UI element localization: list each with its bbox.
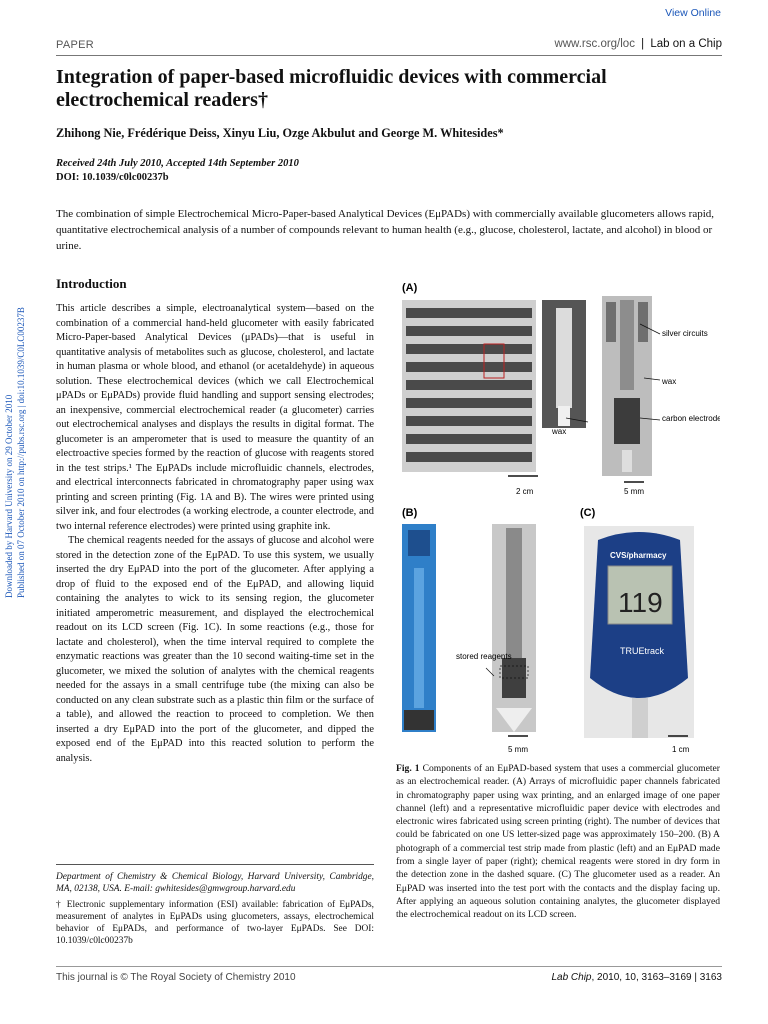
single-channel — [556, 308, 572, 408]
abstract: The combination of simple Electrochemical Micro-Paper-based Analytical Devices (EμPADs) with commercially available glucometers allows rapid, quantitative electrochemical analysis of a number of compounds relevant to human health (e.g., glucose, cholesterol, lactate, and alcohol) in blood or urine. — [56, 208, 715, 252]
article-doi: DOI: 10.1039/c0lc00237b — [56, 172, 169, 183]
silver-circuit-trace — [620, 300, 634, 390]
footer-copyright: This journal is © The Royal Society of Chemistry 2010 — [56, 972, 296, 983]
figure-1-image — [398, 278, 720, 758]
scale-5mm-b: 5 mm — [508, 745, 528, 754]
view-online-link[interactable]: View Online — [665, 7, 721, 19]
page-header — [56, 38, 722, 56]
journal-url[interactable]: www.rsc.org/loc — [554, 38, 635, 50]
introduction-heading: Introduction — [56, 276, 127, 291]
panel-a-label: (A) — [402, 282, 418, 294]
single-channel-tip — [558, 406, 570, 426]
footnotes — [56, 864, 374, 947]
footer-citation-wrap — [551, 972, 722, 983]
paper-channel-rows — [406, 308, 532, 462]
label-wax-a: wax — [552, 427, 567, 436]
intro-paragraph-2: The chemical reagents needed for the assays of glucose and alcohol were stored in the detection zone of the EμPAD. To use this system, we usually inserted the dry EμPAD into the port of the glucometer. After applying a drop of fluid to the exposed end of the EμPAD, and allowing liquid containing the analytes to wick to its sensing region, the glucometer initiated amperometric measurement, and displayed the electrochemical readout on its LCD screen (Fig. 1C). In some reactions (e.g., those for lactate and cholesterol), when the time interval required to complete the enzymatic reactions was greater than the 10 second waiting-time set in the glucometer, we mixed the solution of analytes with the chemical reagents needed for the assays in a small centrifuge tube (the mixing can also be conducted on any clean substrate such as a plastic thin film or the surface of a table), and allowed the reaction to proceed to completion. We then inserted a dry EμPAD into the port of the glucometer, and dipped the exposed end of the EμPAD into this reacted solution to perform the analysis. — [56, 535, 374, 764]
label-stored: stored reagents — [456, 652, 512, 661]
panel-b-label: (B) — [402, 507, 418, 519]
esi-footnote: † Electronic supplementary information (ESI) available: fabrication of EμPADs, measurement of analytes in EμPADs using glucometers, assays, electrochemical behavior of EμPADs, and performance of two-layer EμPADs. See DOI: 10.1039/c0lc00237b — [56, 900, 374, 946]
sidebar-downloaded-text: Downloaded by Harvard University on 29 October 2010 — [4, 394, 14, 598]
caption-label: Fig. 1 — [396, 763, 420, 774]
introduction-body — [56, 302, 374, 766]
carbon-electrode-block — [614, 398, 640, 444]
received-dates: Received 24th July 2010, Accepted 14th September 2010 — [56, 158, 299, 169]
footer-journal: Lab Chip — [551, 972, 592, 983]
sidebar-published-text: Published on 07 October 2010 on http://pubs.rsc.org | doi:10.1039/C0LC00237B — [16, 307, 26, 598]
scale-1cm: 1 cm — [672, 745, 690, 754]
scale-5mm-a: 5 mm — [624, 487, 644, 496]
meter-brand: CVS/pharmacy — [610, 551, 667, 560]
figure-1 — [398, 278, 720, 758]
header-separator: | — [641, 38, 645, 50]
affiliation-footnote: Department of Chemistry & Chemical Biology, Harvard University, Cambridge, MA, 02138, USA. E-mail: gwhitesides@gmwgroup.harvard.edu — [56, 872, 374, 894]
label-silver: silver circuits — [662, 329, 708, 338]
page-footer — [56, 966, 722, 983]
article-title: Integration of paper-based microfluidic devices with commercial electrochemical readers† — [56, 66, 607, 111]
meter-model: TRUEtrack — [620, 646, 665, 656]
lcd-reading: 119 — [618, 587, 663, 618]
footer-citation: , 2010, 10, 3163–3169 | 3163 — [591, 972, 722, 983]
label-carbon: carbon electrodes — [662, 414, 720, 423]
caption-text: Components of an EμPAD-based system that uses a commercial glucometer as an electrochemical reader. (A) Arrays of microfluidic paper channels fabricated in chromatography paper using wax printing, and an enlarged image of one paper channel (left) and a representative microfluidic paper device with electrodes and electronic wires fabricated using screen printing (right). The number of devices that could be fabricated on one US letter-sized page was approximately 150–200. (B) A photograph of a commercial test strip made from plastic (left) and an EμPAD made from a single layer of paper (right); chemical reagents were stored in dry form in the detection zone in the dashed square. (C) The glucometer used as a reader. An EμPAD was inserted into the test port with the contacts and the display facing up. After applying an aqueous solution containing analytes, the glucometer displayed the electrochemical readout on its LCD screen. — [396, 763, 720, 921]
journal-header — [554, 38, 722, 50]
inserted-epad — [632, 698, 648, 738]
label-wax: wax — [662, 377, 677, 386]
author-list: Zhihong Nie, Frédérique Deiss, Xinyu Liu, Ozge Akbulut and George M. Whitesides* — [56, 126, 504, 140]
left-column — [56, 276, 374, 766]
panel-c-label: (C) — [580, 507, 596, 519]
figure-caption — [396, 762, 720, 922]
scale-2cm: 2 cm — [516, 487, 534, 496]
section-label: PAPER — [56, 39, 94, 51]
journal-name: Lab on a Chip — [650, 38, 722, 50]
intro-paragraph-1: This article describes a simple, electroanalytical system—based on the combination of a commercial hand-held glucometer with easily fabricated Micro-Paper-based Analytical Devices (μPADs)—that is useful in quantitative analysis of metabolites such as glucose, cholesterol, and lactate in human plasma or whole blood, and ethanol (or acetaldehyde) in aqueous solution. These electrochemical devices (which we call Electrochemical μPADs or EμPADs) provide fluid handling and support sensing electrodes; an inexpensive, commercial electrochemical reader (a glucometer) carries out electrochemical analyses and displays the results in digital format. The glucometer is an amperometer that is used to measure the quantity of an electroactive species formed by the reaction of glucose with reagents stored in the test strips.¹ The EμPADs include microfluidic channels, electrodes, and electrical interconnects fabricated in chromatography paper using wax printing and screen printing (Fig. 1A and B). The wires were printed using silver ink, and four electrodes (a working electrode, a counter electrode, and two internal reference electrodes) were printed using graphite ink. — [56, 303, 374, 532]
download-sidebar — [0, 258, 32, 598]
